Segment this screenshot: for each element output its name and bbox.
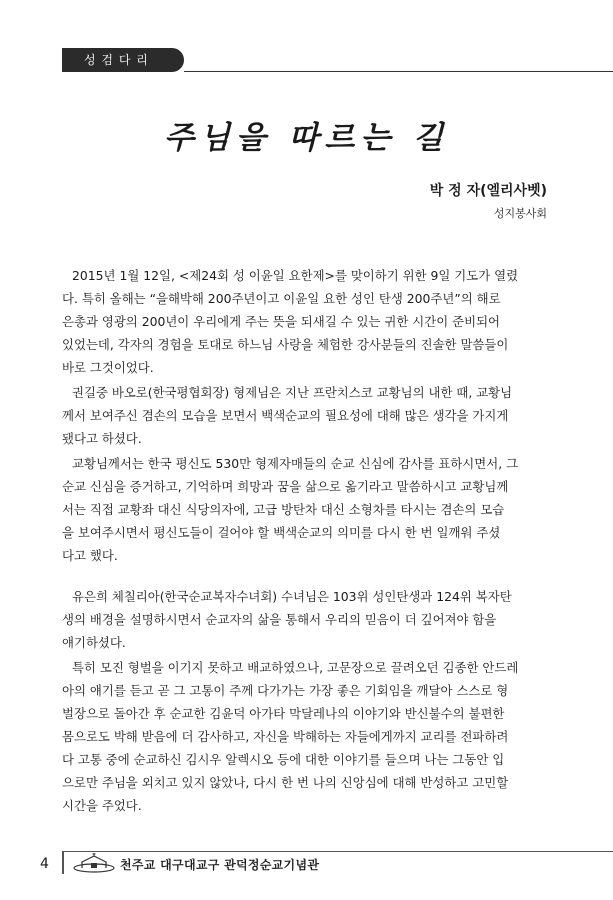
text-line: 다고 했다. xyxy=(62,548,118,563)
text-line: 됐다고 하셨다. xyxy=(62,431,142,446)
article-title: 주님을 따르는 길 xyxy=(163,120,450,156)
publication-name: 천주교 대구대교구 관덕정순교기념관 xyxy=(120,858,320,872)
text-line: 시간을 주었다. xyxy=(62,798,142,813)
section-tag xyxy=(62,48,184,72)
paragraph xyxy=(62,452,552,567)
text-line: 서는 직접 교황좌 대신 식당의자에, 고급 방탄차 대신 소형차를 타시는 겸손의 모습 xyxy=(62,502,505,517)
text-line: 벌장으로 돌아간 후 순교한 김윤덕 아가타 막달레나의 이야기와 반신불수의 불편한 xyxy=(62,706,505,721)
text-line: 유은희 체칠리아(한국순교복자수녀회) 수녀님은 103위 성인탄생과 124위 복자탄 xyxy=(72,589,512,604)
text-line: 얘기하셨다. xyxy=(62,635,126,650)
text-line: 으로만 주님을 외치고 있지 않았나, 다시 한 번 나의 신앙심에 대해 반성하고 고민할 xyxy=(62,775,509,790)
text-line: 께서 보여주신 겸손의 모습을 보면서 백색순교의 필요성에 대해 많은 생각을 가지게 xyxy=(62,408,509,423)
text-line: 아의 얘기를 듣고 곧 그 고통이 주께 다가가는 가장 좋은 기회임을 깨달아 스스로 형 xyxy=(62,683,509,698)
church-logo-icon xyxy=(72,853,116,873)
text-line: 다 고통 중에 순교하신 김시우 알렉시오 등에 대한 이야기를 들으며 나는 그동안 입 xyxy=(62,752,505,767)
page-number: 4 xyxy=(40,856,49,872)
footer-rule xyxy=(62,851,613,852)
text-line: 순교 신심을 증거하고, 기억하며 희망과 꿈을 삶으로 옮기라고 말씀하시고 교황님께 xyxy=(62,479,509,494)
text-line: 교황님께서는 한국 평신도 530만 형제자매들의 순교 신심에 감사를 표하시면서, 그 xyxy=(72,456,519,471)
text-line: 있었는데, 각자의 경험을 토대로 하느님 사랑을 체험한 강사분들의 진솔한 말씀들이 xyxy=(62,337,509,352)
text-line: 은총과 영광의 200년이 우리에게 주는 뜻을 되새길 수 있는 귀한 시간이 준비되어 xyxy=(62,314,501,329)
paragraph xyxy=(62,656,552,817)
article-body xyxy=(62,264,552,819)
text-line: 몸으로도 박해 받음에 더 감사하고, 자신을 박해하는 자들에게까지 교리를 전파하려 xyxy=(62,729,509,744)
text-line: 생의 배경을 설명하시면서 순교자의 삶을 통해서 우리의 믿음이 더 깊어져야 함을 xyxy=(62,612,497,627)
text-line: 을 보여주시면서 평신도들이 걸어야 할 백색순교의 의미를 다시 한 번 일깨워 주셨 xyxy=(62,525,501,540)
header-rule xyxy=(184,71,613,72)
paragraph xyxy=(62,264,552,379)
footer-divider xyxy=(62,852,64,874)
text-line: 2015년 1월 12일, <제24회 성 이윤일 요한제>를 맞이하기 위한 9일 기도가 열렸 xyxy=(72,268,519,283)
section-tag-label: 성 검 다 리 xyxy=(84,53,149,67)
paragraph xyxy=(62,585,552,654)
author-affiliation: 성지봉사회 xyxy=(493,207,547,220)
paragraph-gap xyxy=(62,569,552,585)
text-line: 권길중 바오로(한국평협회장) 형제님은 지난 프란치스코 교황님의 내한 때, 교황님 xyxy=(72,385,513,400)
author-name: 박 정 자(엘리사벳) xyxy=(429,183,547,199)
paragraph xyxy=(62,381,552,450)
text-line: 바로 그것이었다. xyxy=(62,360,154,375)
text-line: 특히 모진 형벌을 이기지 못하고 배교하였으나, 고문장으로 끌려오던 김종한 안드레 xyxy=(72,660,519,675)
text-line: 다. 특히 올해는 “을해박해 200주년이고 이윤일 요한 성인 탄생 200주년”의 해로 xyxy=(62,291,501,306)
